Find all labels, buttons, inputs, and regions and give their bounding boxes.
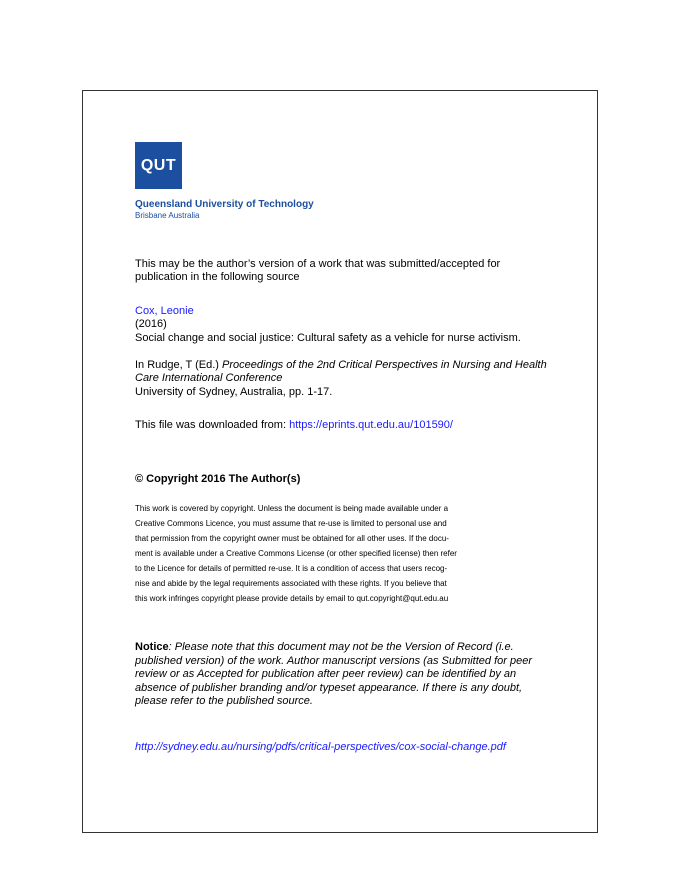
download-label: This file was downloaded from: <box>135 419 290 431</box>
license-text <box>135 501 547 606</box>
logo-text: QUT <box>140 156 177 174</box>
download-line <box>135 419 547 432</box>
citation-title: Social change and social justice: Cultural safety as a vehicle for nurse activism. <box>135 332 521 344</box>
university-location: Brisbane Australia <box>135 211 200 220</box>
author-link[interactable]: Cox, Leonie <box>135 305 194 317</box>
document-page <box>82 90 598 833</box>
citation-editor: In Rudge, T (Ed.) <box>135 359 223 371</box>
source-url-link[interactable]: http://sydney.edu.au/nursing/pdfs/critical-perspectives/cox-social-change.pdf <box>135 741 506 753</box>
citation-year: (2016) <box>135 318 167 330</box>
university-name: Queensland University of Technology <box>135 199 314 210</box>
intro-text: This may be the author’s version of a work that was submitted/accepted for publication in the following source <box>135 258 501 283</box>
notice-label: Notice <box>135 641 169 653</box>
citation-proceedings: Proceedings of the 2nd Critical Perspectives in Nursing and Health Care International Conference <box>135 359 547 384</box>
qut-logo <box>135 142 182 189</box>
download-link[interactable]: https://eprints.qut.edu.au/101590/ <box>289 419 453 431</box>
license-line: This work is covered by copyright. Unless the document is being made available under a <box>135 504 449 513</box>
license-line: nise and abide by the legal requirements associated with these rights. If you believe that <box>135 579 447 588</box>
copyright-heading: © Copyright 2016 The Author(s) <box>135 473 301 485</box>
license-line: ment is available under a Creative Commons License (or other specified license) then refer <box>135 549 457 558</box>
license-line: this work infringes copyright please provide details by email to qut.copyright@qut.edu.au <box>135 594 449 603</box>
license-line: Creative Commons Licence, you must assume that re-use is limited to personal use and <box>135 519 447 528</box>
notice-text: : Please note that this document may not be the Version of Record (i.e. published version) of the work. Author manuscript versions (as Submitted for peer review or as Accepted for publication after peer review) can be identified by an absence of publisher branding and/or typeset appearance. If there is any doubt, please refer to the published source. <box>135 641 532 707</box>
license-line: to the Licence for details of permitted re-use. It is a condition of access that users recog- <box>135 564 448 573</box>
license-line: that permission from the copyright owner must be obtained for all other uses. If the docu- <box>135 534 449 543</box>
citation-in <box>135 359 547 385</box>
notice-paragraph <box>135 641 547 709</box>
citation-publisher: University of Sydney, Australia, pp. 1-17. <box>135 386 333 398</box>
